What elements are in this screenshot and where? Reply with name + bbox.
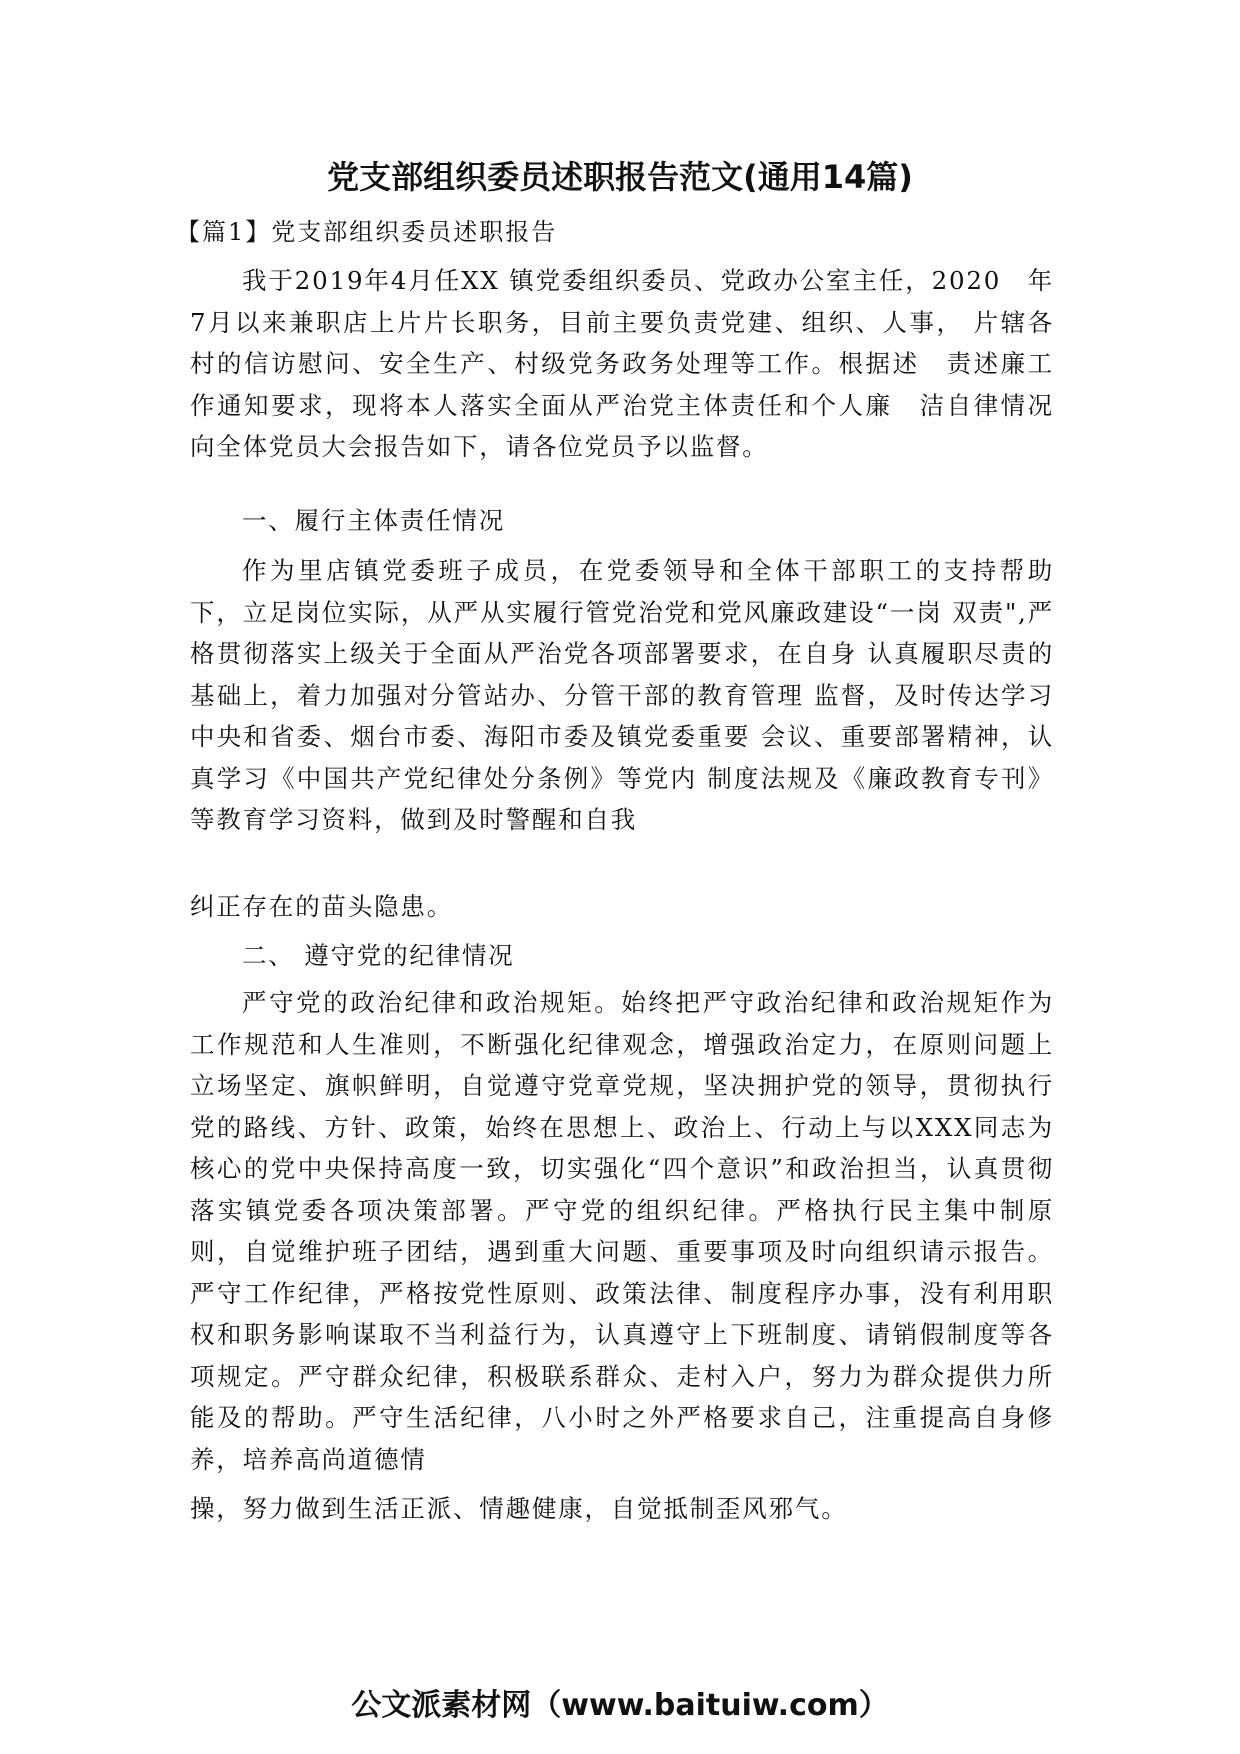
paragraph-responsibility: 作为里店镇党委班子成员，在党委领导和全体干部职工的支持帮助下，立足岗位实际，从严从实履行管党治党和党风廉政建设“一岗 双责",严格贯彻落实上级关于全面从严治党各项部署要求，在自身 认真履职尽责的基础上，着力加强对分管站办、分管干部的教育管理 监督，及时传达学习中央和省委、烟台市委、海阳市委及镇党委重要 会议、重要部署精神，认真学习《中国共产党纪律处分条例》等党内 制度法规及《廉政教育专刊》等教育学习资料，做到及时警醒和自我 <box>190 556 1054 834</box>
subheading-discipline: 二、 遵守党的纪律情况 <box>242 941 515 970</box>
paragraph-intro: 我于2019年4月任XX 镇党委组织委员、党政办公室主任，2020 年7月以来兼职店上片片长职务，目前主要负责党建、组织、人事， 片辖各村的信访慰问、安全生产、村级党务政务处理等工作。根据述 责述廉工作通知要求，现将本人落实全面从严治党主体责任和个人廉 洁自律情况向全体党员大会报告如下，请各位党员予以监督。 <box>190 266 1054 461</box>
section-heading: 【篇1】党支部组织委员述职报告 <box>176 218 558 246</box>
paragraph-responsibility-end: 纠正存在的苗头隐患。 <box>190 892 453 921</box>
document-title: 党支部组织委员述职报告范文(通用14篇) <box>327 158 913 196</box>
footer-source: 公文派素材网（www.baituiw.com） <box>351 1688 889 1723</box>
paragraph-discipline: 严守党的政治纪律和政治规矩。始终把严守政治纪律和政治规矩作为工作规范和人生准则，不断强化纪律观念，增强政治定力，在原则问题上立场坚定、旗帜鲜明，自觉遵守党章党规，坚决拥护党的领导，贯彻执行党的路线、方针、政策，始终在思想上、政治上、行动上与以XXX同志为核心的党中央保持高度一致，切实强化“四个意识”和政治担当，认真贯彻落实镇党委各项决策部署。严守党的组织纪律。严格执行民主集中制原则，自觉维护班子团结，遇到重大问题、重要事项及时向组织请示报告。严守工作纪律，严格按党性原则、政策法律、制度程序办事，没有利用职权和职务影响谋取不当利益行为，认真遵守上下班制度、请销假制度等各项规定。严守群众纪律，积极联系群众、走村入户，努力为群众提供力所能及的帮助。严守生活纪律，八小时之外严格要求自己，注重提高自身修养，培养高尚道德情 <box>190 988 1054 1474</box>
paragraph-discipline-end: 操，努力做到生活正派、情趣健康，自觉抵制歪风邪气。 <box>190 1494 848 1523</box>
subheading-responsibility: 一、履行主体责任情况 <box>242 506 505 535</box>
